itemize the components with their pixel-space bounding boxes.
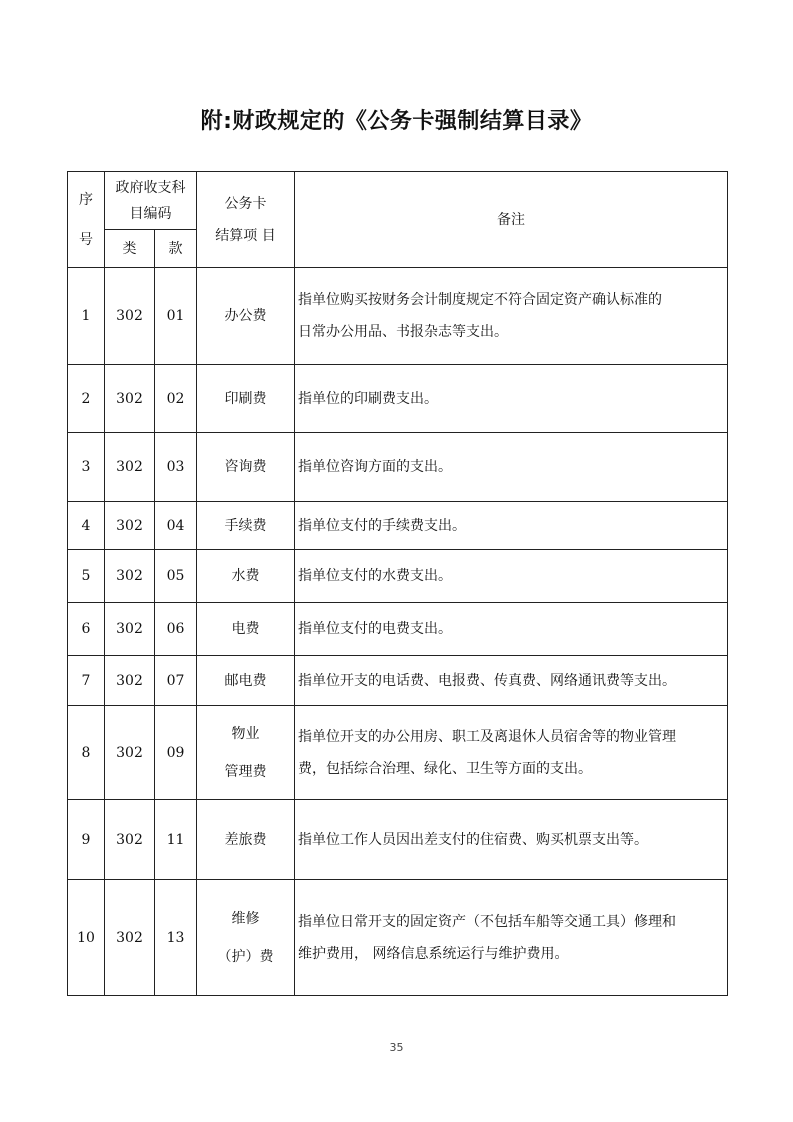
- remark-cell: [295, 603, 728, 656]
- table-row: [68, 268, 728, 365]
- item-name-cell: [197, 550, 295, 603]
- item-name-line: 管理费: [224, 763, 267, 780]
- remark-line: 指单位购买按财务会计制度规定不符合固定资产确认标准的: [298, 292, 662, 308]
- class-cell: 302: [105, 880, 155, 996]
- item-name-cell: [197, 433, 295, 502]
- remark-cell: [295, 268, 728, 365]
- table-row: [68, 706, 728, 800]
- item-name-line: 办公费: [224, 308, 267, 324]
- remark-line: 费，包括综合治理、绿化、卫生等方面的支出。: [298, 760, 592, 777]
- class-cell: 302: [105, 268, 155, 365]
- seq-cell: 4: [68, 502, 105, 550]
- table-row: [68, 550, 728, 603]
- seq-cell: 3: [68, 433, 105, 502]
- table-row: [68, 603, 728, 656]
- item-cell: 09: [155, 706, 197, 800]
- remark-line: 日常办公用品、书报杂志等支出。: [298, 324, 508, 340]
- item-name-line: 维修: [231, 910, 260, 927]
- item-name-cell: [197, 880, 295, 996]
- item-cell: 06: [155, 603, 197, 656]
- card-item-header: 公务卡 结算项 目: [197, 172, 295, 268]
- table-row: [68, 433, 728, 502]
- table-row: [68, 880, 728, 996]
- item-name-line: （护）费: [217, 948, 274, 965]
- item-cell: 03: [155, 433, 197, 502]
- remark-line: 指单位开支的电话费、电报费、传真费、网络通讯费等支出。: [298, 672, 676, 689]
- header-row-top: [68, 172, 728, 230]
- item-name-line: 印刷费: [224, 390, 267, 407]
- seq-cell: 5: [68, 550, 105, 603]
- subject-code-header: 政府收支科 目编码: [105, 172, 197, 230]
- item-cell: 13: [155, 880, 197, 996]
- class-cell: 302: [105, 603, 155, 656]
- seq-cell: 9: [68, 800, 105, 880]
- item-name-cell: [197, 603, 295, 656]
- remark-cell: [295, 706, 728, 800]
- item-name-cell: [197, 502, 295, 550]
- table-row: [68, 502, 728, 550]
- item-header: 款: [155, 230, 197, 268]
- remark-cell: [295, 550, 728, 603]
- item-name-cell: [197, 268, 295, 365]
- class-cell: 302: [105, 365, 155, 433]
- remark-cell: [295, 502, 728, 550]
- seq-header: 序 号: [68, 172, 105, 268]
- remark-cell: [295, 800, 728, 880]
- remark-line: 指单位开支的办公用房、职工及离退休人员宿舍等的物业管理: [298, 728, 676, 745]
- remark-line: 指单位的印刷费支出。: [298, 390, 438, 407]
- item-cell: 02: [155, 365, 197, 433]
- seq-cell: 6: [68, 603, 105, 656]
- item-cell: 05: [155, 550, 197, 603]
- item-cell: 07: [155, 656, 197, 706]
- item-cell: 04: [155, 502, 197, 550]
- item-name-cell: [197, 365, 295, 433]
- item-name-line: 咨询费: [224, 459, 267, 475]
- remark-line: 指单位日常开支的固定资产（不包括车船等交通工具）修理和: [298, 913, 676, 930]
- remark-cell: [295, 656, 728, 706]
- class-header: 类: [105, 230, 155, 268]
- remark-line: 维护费用， 网络信息系统运行与维护费用。: [298, 945, 569, 962]
- remark-line: 指单位支付的手续费支出。: [298, 517, 466, 534]
- page-title: 附:财政规定的《公务卡强制结算目录》: [200, 109, 593, 134]
- remark-cell: [295, 880, 728, 996]
- remark-line: 指单位咨询方面的支出。: [298, 459, 452, 475]
- remark-cell: [295, 433, 728, 502]
- item-name-cell: [197, 800, 295, 880]
- item-name-line: 水费: [231, 568, 260, 584]
- remark-cell: [295, 365, 728, 433]
- item-name-line: 差旅费: [224, 831, 267, 848]
- item-name-line: 电费: [231, 621, 260, 637]
- class-cell: 302: [105, 502, 155, 550]
- seq-cell: 2: [68, 365, 105, 433]
- seq-cell: 10: [68, 880, 105, 996]
- class-cell: 302: [105, 800, 155, 880]
- table-row: [68, 800, 728, 880]
- class-cell: 302: [105, 656, 155, 706]
- remark-header: 备注: [295, 172, 728, 268]
- item-name-cell: [197, 706, 295, 800]
- table-row: [68, 365, 728, 433]
- table-row: [68, 656, 728, 706]
- item-name-line: 手续费: [224, 517, 267, 534]
- item-name-line: 物业: [231, 725, 260, 742]
- seq-cell: 8: [68, 706, 105, 800]
- item-cell: 01: [155, 268, 197, 365]
- class-cell: 302: [105, 433, 155, 502]
- class-cell: 302: [105, 706, 155, 800]
- catalog-table: [67, 171, 728, 996]
- item-name-line: 邮电费: [224, 672, 267, 689]
- item-name-cell: [197, 656, 295, 706]
- class-cell: 302: [105, 550, 155, 603]
- seq-cell: 1: [68, 268, 105, 365]
- page-number: 35: [389, 1041, 404, 1054]
- seq-cell: 7: [68, 656, 105, 706]
- item-cell: 11: [155, 800, 197, 880]
- remark-line: 指单位支付的水费支出。: [298, 568, 452, 584]
- remark-line: 指单位工作人员因出差支付的住宿费、购买机票支出等。: [298, 831, 648, 848]
- remark-line: 指单位支付的电费支出。: [298, 621, 452, 637]
